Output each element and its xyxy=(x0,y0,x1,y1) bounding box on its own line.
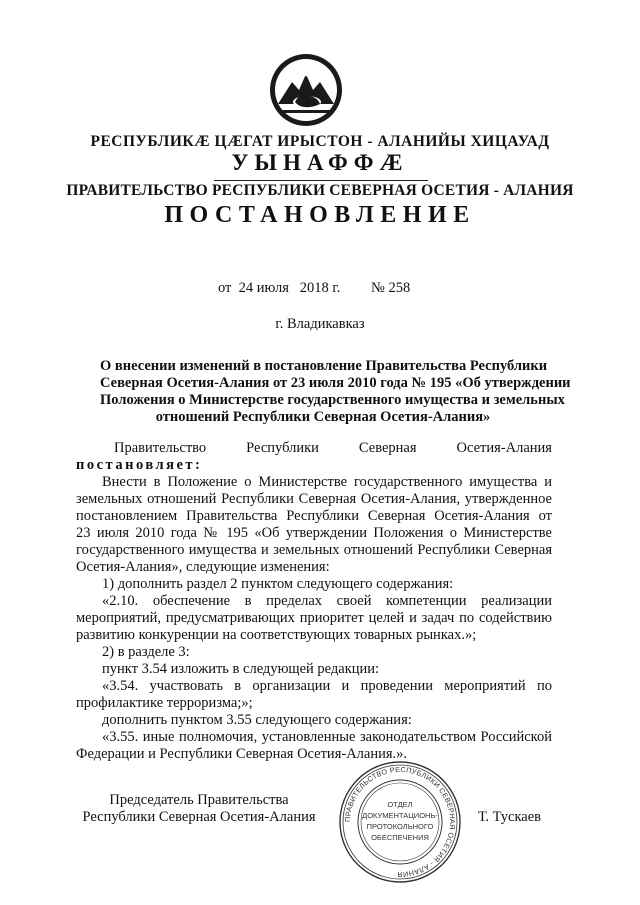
paragraph-line: Внести в Положение о Министерстве государственного имущества и xyxy=(102,474,552,490)
document-body xyxy=(76,440,552,763)
document-title xyxy=(100,358,571,426)
decree-word: постановляет: xyxy=(76,457,203,473)
document-date: от 24 июля 2018 г. xyxy=(218,280,341,296)
paragraph-line: постановлением Правительства Республики Северная Осетия-Алания от xyxy=(76,508,552,524)
paragraph-line: Осетия-Алания», следующие изменения: xyxy=(76,559,330,575)
stamp-inner-line: ОБЕСПЕЧЕНИЯ xyxy=(371,833,429,842)
header-divider xyxy=(214,180,428,181)
intro-word: Правительство xyxy=(114,440,207,456)
intro-word: Осетия-Алания xyxy=(456,440,552,456)
stamp-inner-line: ДОКУМЕНТАЦИОНЬ- xyxy=(362,811,438,820)
government-header: ПРАВИТЕЛЬСТВО РЕСПУБЛИКИ СЕВЕРНАЯ ОСЕТИЯ - АЛАНИЯ xyxy=(66,182,574,199)
position-line: Председатель Правительства xyxy=(109,792,289,808)
quote-line: развитию конкуренции на соответствующих товарных рынках.»; xyxy=(76,627,477,643)
intro-line xyxy=(76,440,552,457)
document-city: г. Владикавказ xyxy=(275,316,365,332)
stamp-ring-text: ПРАВИТЕЛЬСТВО РЕСПУБЛИКИ СЕВЕРНАЯ ОСЕТИЯ - АЛАНИЯ xyxy=(342,764,458,880)
uynaffae-title: УЫНАФФÆ xyxy=(231,150,409,175)
stamp-inner-line: ПРОТОКОЛЬНОГО xyxy=(366,822,434,831)
item-2b: дополнить пунктом 3.55 следующего содержания: xyxy=(102,712,412,728)
position-line: Республики Северная Осетия-Алания xyxy=(82,809,316,825)
coat-of-arms-emblem-icon xyxy=(268,52,344,128)
title-line: Северная Осетия-Алания от 23 июля 2010 года № 195 «Об утверждении xyxy=(100,375,571,391)
intro-word: Республики xyxy=(246,440,319,456)
quote-line: Федерации и Республики Северная Осетия-Алания.». xyxy=(76,746,408,762)
signatory-position xyxy=(76,792,322,826)
paragraph-line: государственного имущества и земельных отношений Республики Северная xyxy=(76,542,552,558)
item-2: 2) в разделе 3: xyxy=(102,644,190,660)
stamp-inner-line: ОТДЕЛ xyxy=(387,800,413,809)
paragraph-line: земельных отношений Республики Северная Осетия-Алания, утвержденное xyxy=(76,491,552,507)
quote-line: «3.54. участвовать в организации и проведении мероприятий по xyxy=(102,678,552,694)
document-number: № 258 xyxy=(371,280,411,296)
official-stamp-icon xyxy=(338,760,462,884)
intro-word: Северная xyxy=(358,440,417,456)
quote-line: «3.55. иные полномочия, установленные законодательством Российской xyxy=(102,729,552,745)
title-line: отношений Республики Северная Осетия-Алания» xyxy=(155,409,491,425)
quote-line: профилактике терроризма;»; xyxy=(76,695,253,711)
document-type-title: ПОСТАНОВЛЕНИЕ xyxy=(164,202,476,228)
paragraph-line: 23 июля 2010 года № 195 «Об утверждении Положения о Министерстве xyxy=(76,525,552,541)
signatory-name: Т. Тускаев xyxy=(478,809,542,825)
republic-header: РЕСПУБЛИКÆ ЦÆГАТ ИРЫСТОН - АЛАНИЙЫ ХИЦАУАД xyxy=(90,133,550,150)
title-line: О внесении изменений в постановление Правительства Республики xyxy=(100,358,548,374)
quote-line: мероприятий, предусматривающих приоритет целей и задач по содействию xyxy=(76,610,552,626)
title-line: Положения о Министерстве государственного имущества и земельных xyxy=(100,392,565,408)
quote-line: «2.10. обеспечение в пределах своей компетенции реализации xyxy=(102,593,552,609)
item-2a: пункт 3.54 изложить в следующей редакции: xyxy=(102,661,380,677)
item-1: 1) дополнить раздел 2 пунктом следующего содержания: xyxy=(102,576,454,592)
